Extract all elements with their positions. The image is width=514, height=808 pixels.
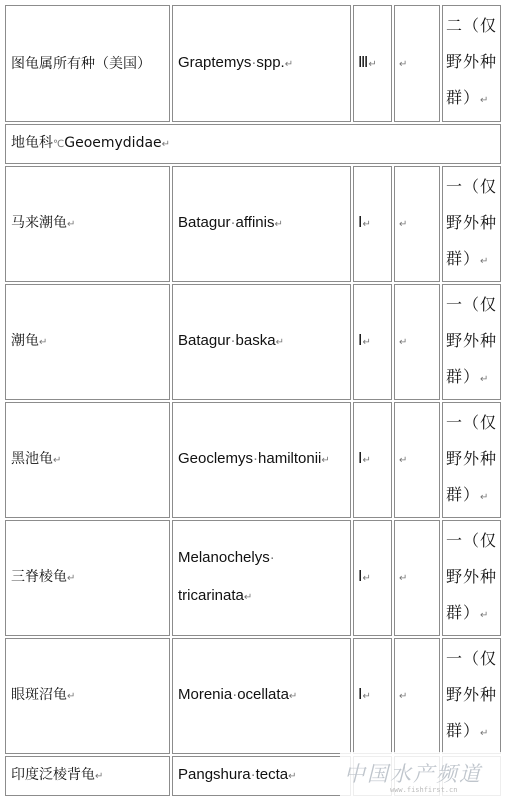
note-cell: ↵: [394, 520, 440, 636]
note-cell: ↵: [394, 166, 440, 282]
scientific-name-cell: Batagur·affinis↵: [172, 166, 351, 282]
protection-level-cell: 二（仅野外种群）↵: [442, 5, 501, 122]
table-row: [5, 5, 501, 122]
protection-level-cell: 一（仅野外种群）↵: [442, 402, 501, 518]
protection-level-cell: 一（仅野外种群）↵: [442, 284, 501, 400]
scientific-name-cell: Melanochelys· tricarinata↵: [172, 520, 351, 636]
appendix-cell: Ⅰ↵: [353, 638, 392, 754]
common-name-cell: 印度泛棱背龟↵: [5, 756, 170, 796]
family-cell: 地龟科℃Geoemydidae↵: [5, 124, 501, 164]
common-name-cell: 三脊棱龟↵: [5, 520, 170, 636]
appendix-cell: Ⅲ↵: [353, 5, 392, 122]
appendix-cell: Ⅰ↵: [353, 284, 392, 400]
table-row: [5, 166, 501, 282]
note-cell: ↵: [394, 402, 440, 518]
species-table: [3, 3, 503, 798]
family-row: [5, 124, 501, 164]
table-row: [5, 284, 501, 400]
protection-level-cell: 一（仅野外种群）↵: [442, 166, 501, 282]
table-row: [5, 402, 501, 518]
common-name-cell: 马来潮龟↵: [5, 166, 170, 282]
watermark-text: 中国水产频道: [344, 762, 482, 786]
common-name-cell: 潮龟↵: [5, 284, 170, 400]
site-watermark: [340, 752, 510, 804]
table-row: [5, 520, 501, 636]
appendix-cell: Ⅰ↵: [353, 166, 392, 282]
note-cell: ↵: [394, 638, 440, 754]
note-cell: ↵: [394, 5, 440, 122]
scientific-name-cell: Batagur·baska↵: [172, 284, 351, 400]
scientific-name-cell: Morenia·ocellata↵: [172, 638, 351, 754]
common-name-cell: 图龟属所有种（美国）: [5, 5, 170, 122]
scientific-name-cell: Geoclemys·hamiltonii↵: [172, 402, 351, 518]
scientific-name-cell: Pangshura·tecta↵: [172, 756, 351, 796]
table-row: [5, 638, 501, 754]
scientific-name-cell: Graptemys·spp.↵: [172, 5, 351, 122]
watermark-url: www.fishfirst.cn: [390, 786, 458, 794]
appendix-cell: Ⅰ↵: [353, 402, 392, 518]
note-cell: ↵: [394, 284, 440, 400]
appendix-cell: Ⅰ↵: [353, 520, 392, 636]
common-name-cell: 眼斑沼龟↵: [5, 638, 170, 754]
protection-level-cell: 一（仅野外种群）↵: [442, 638, 501, 754]
common-name-cell: 黑池龟↵: [5, 402, 170, 518]
protection-level-cell: 一（仅野外种群）↵: [442, 520, 501, 636]
